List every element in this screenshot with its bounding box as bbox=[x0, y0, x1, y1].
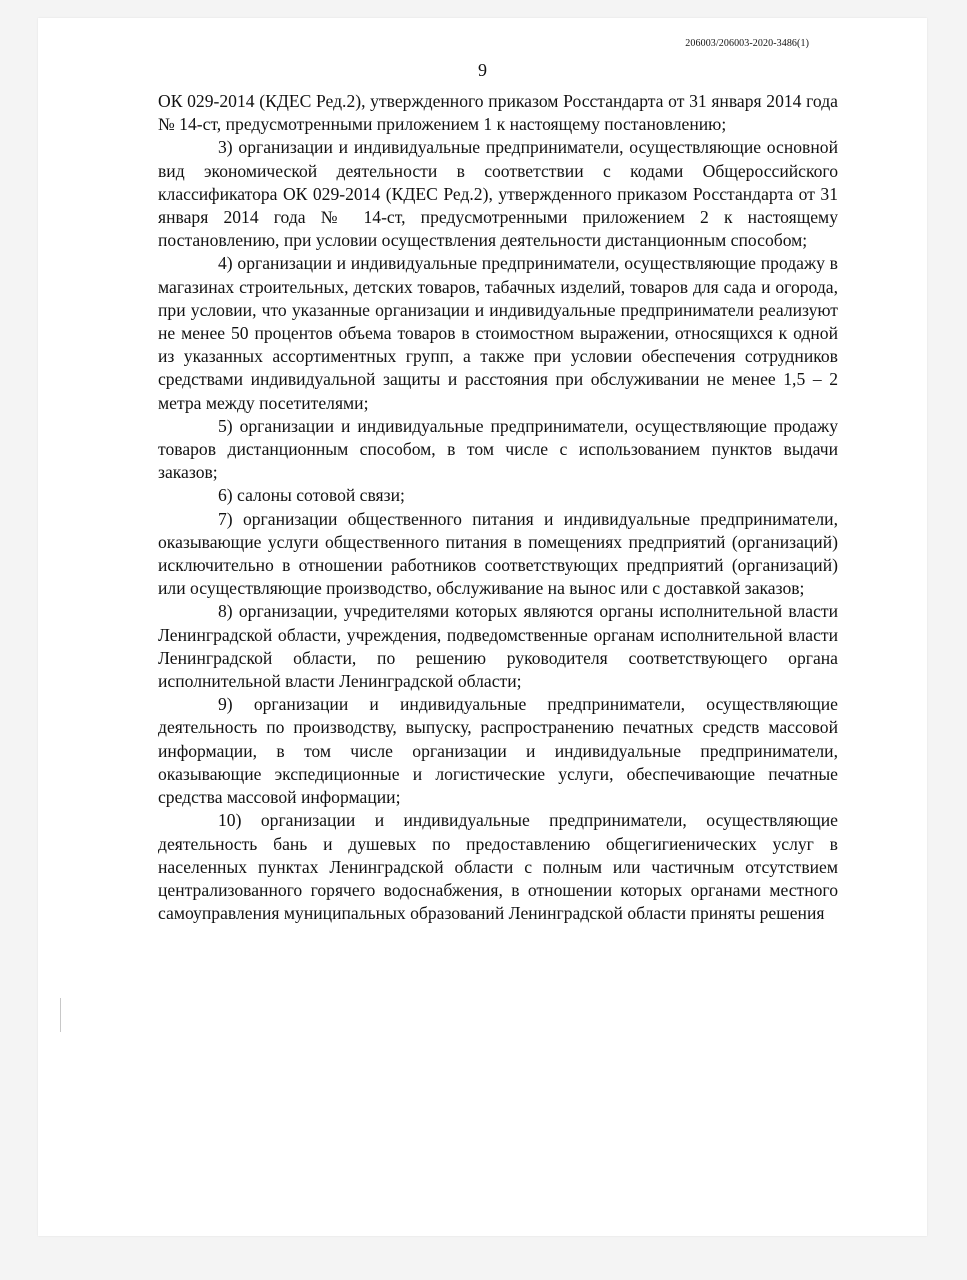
document-body bbox=[158, 90, 838, 925]
page-number: 9 bbox=[478, 60, 487, 80]
paragraph-continuation: ОК 029-2014 (КДЕС Ред.2), утвержденного приказом Росстандарта от 31 января 2014 года № 14-ст, предусмотренными приложением 1 к настоящему постановлению; bbox=[158, 91, 838, 135]
paragraph-item-4: 4) организации и индивидуальные предприниматели, осуществляющие продажу в магазинах строительных, детских товаров, табачных изделий, товаров для сада и огорода, при условии, что указанные организации и индивидуальные предприниматели реализуют не менее 50 процентов объема товаров в стоимостном выражении, относящихся к одной из указанных ассортиментных групп, а также при условии обеспечения сотрудников средствами индивидуальной защиты и расстояния при обслуживании не менее 1,5 – 2 метра между посетителями; bbox=[158, 253, 838, 413]
scan-artifact-line bbox=[60, 998, 61, 1032]
document-page bbox=[38, 18, 927, 1236]
document-id: 206003/206003-2020-3486(1) bbox=[685, 38, 809, 49]
paragraph-item-6: 6) салоны сотовой связи; bbox=[218, 485, 405, 506]
paragraph-item-3: 3) организации и индивидуальные предприниматели, осуществляющие основной вид экономической деятельности в соответствии с кодами Общероссийского классификатора ОК 029-2014 (КДЕС Ред.2), утвержденного приказом Росстандарта от 31 января 2014 года № 14-ст, предусмотренными приложением 2 к настоящему постановлению, при условии осуществления деятельности дистанционным способом; bbox=[158, 137, 838, 251]
paragraph-item-9: 9) организации и индивидуальные предприниматели, осуществляющие деятельность по производству, выпуску, распространению печатных средств массовой информации, в том числе организации и индивидуальные предприниматели, оказывающие экспедиционные и логистические услуги, обеспечивающие печатные средства массовой информации; bbox=[158, 694, 838, 808]
paragraph-item-8: 8) организации, учредителями которых являются органы исполнительной власти Ленинградской области, учреждения, подведомственные органам исполнительной власти Ленинградской области, по решению руководителя соответствующего органа исполнительной власти Ленинградской области; bbox=[158, 601, 838, 692]
paragraph-item-10: 10) организации и индивидуальные предприниматели, осуществляющие деятельность бань и душевых по предоставлению общегигиенических услуг в населенных пунктах Ленинградской области с полным или частичным отсутствием централизованного горячего водоснабжения, в отношении которых органами местного самоуправления муниципальных образований Ленинградской области приняты решения bbox=[158, 810, 838, 924]
paragraph-item-5: 5) организации и индивидуальные предприниматели, осуществляющие продажу товаров дистанционным способом, в том числе с использованием пунктов выдачи заказов; bbox=[158, 415, 838, 483]
paragraph-item-7: 7) организации общественного питания и индивидуальные предприниматели, оказывающие услуги общественного питания в помещениях предприятий (организаций) исключительно в отношении работников соответствующих предприятий (организаций) или осуществляющие производство, обслуживание на вынос или с доставкой заказов; bbox=[158, 508, 838, 599]
